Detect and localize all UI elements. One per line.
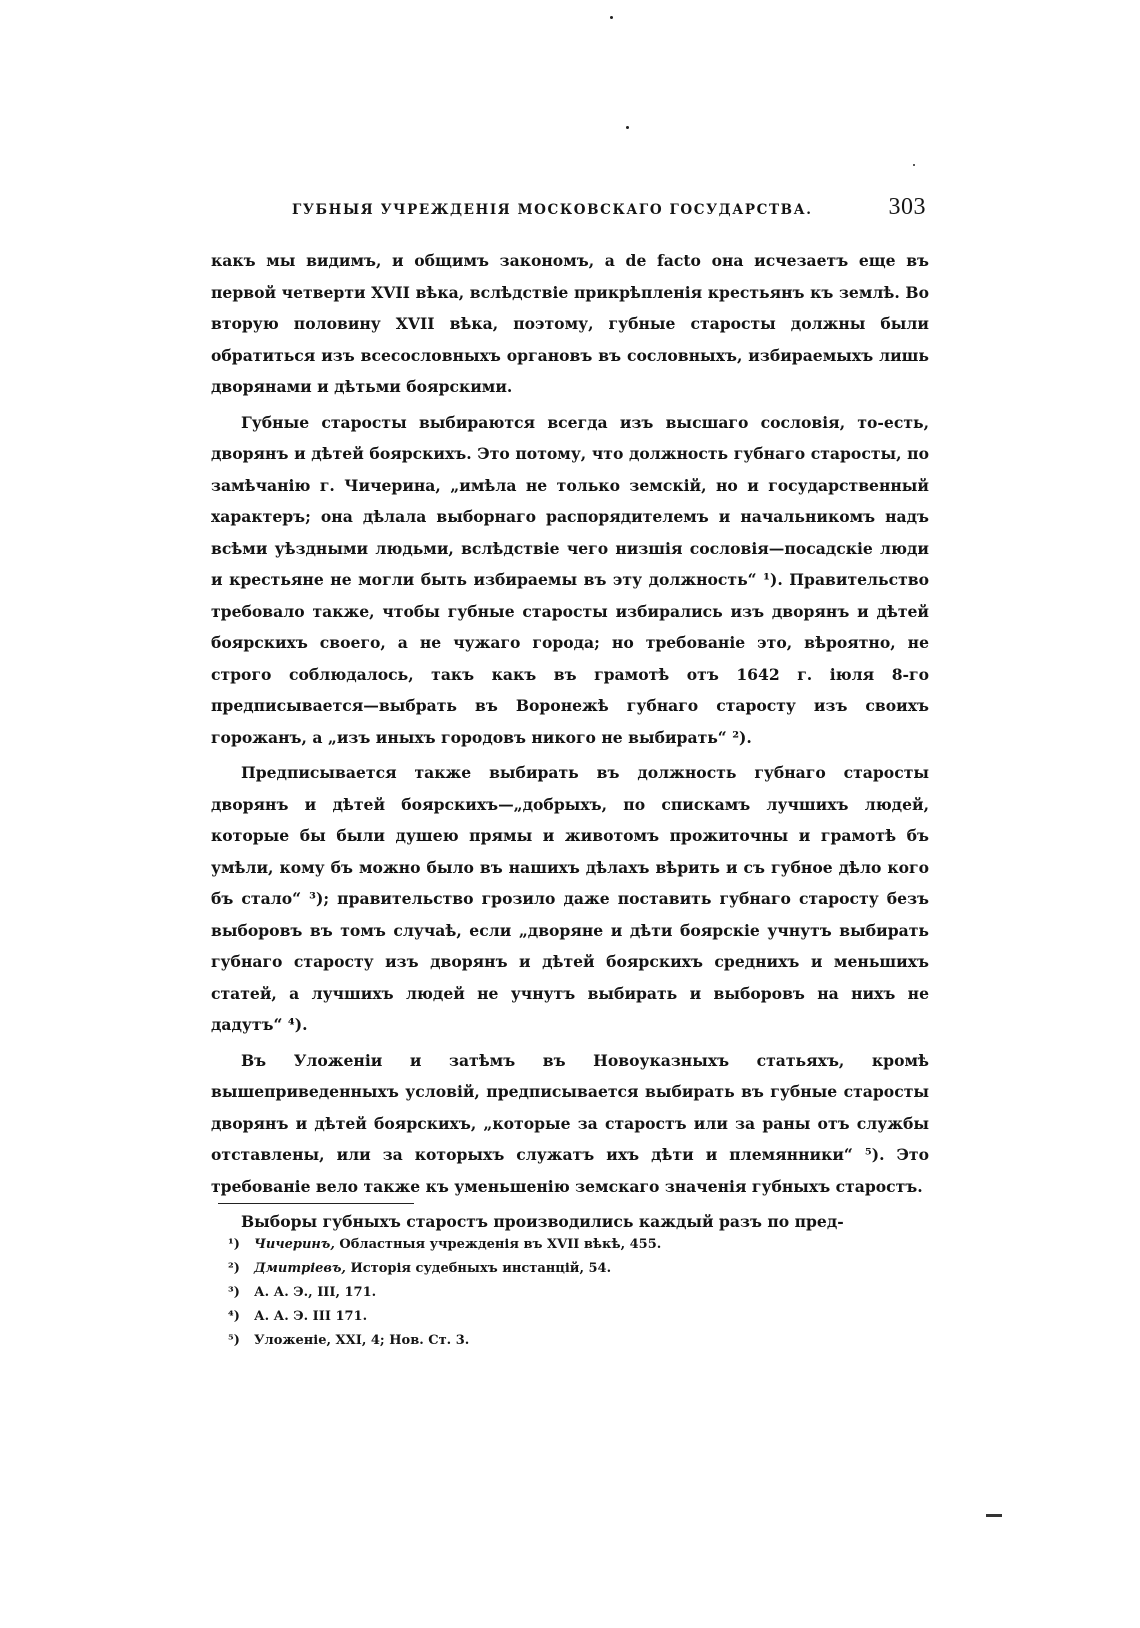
footnote: [228, 1329, 868, 1353]
footnote-author: Дмитріевъ,: [254, 1261, 346, 1276]
page-number: 303: [888, 194, 926, 220]
footnote: [228, 1281, 868, 1305]
footnote-text: А. А. Э. III 171.: [254, 1309, 368, 1324]
edge-mark: [986, 1514, 1002, 1517]
footnote-text: Областныя учрежденія въ XVII вѣкѣ, 455.: [334, 1237, 662, 1252]
body-text: [211, 245, 929, 1238]
footnote-mark: ³): [228, 1285, 240, 1300]
footnote: [228, 1257, 868, 1281]
footnote: [228, 1233, 868, 1257]
paragraph: Въ Уложеніи и затѣмъ въ Новоуказныхъ статьяхъ, кромѣ вышеприведенныхъ условій, предписывается выбирать въ губные старосты дворянъ и дѣтей боярскихъ, „которые за старостъ или за раны отъ службы отставлены, или за которыхъ служатъ ихъ дѣти и племянники“ ⁵). Это требованіе вело также къ уменьшенію земскаго значенія губныхъ старостъ.: [211, 1050, 929, 1196]
footnote-author: Чичеринъ,: [254, 1237, 335, 1252]
footnote: [228, 1305, 868, 1329]
footnote-mark: ¹): [228, 1237, 240, 1252]
paragraph: Губные старосты выбираются всегда изъ высшаго сословія, то-есть, дворянъ и дѣтей боярскихъ. Это потому, что должность губнаго старосты, по замѣчанію г. Чичерина, „имѣла не только земскій, но и государственный характеръ; она дѣлала выборнаго распорядителемъ и начальникомъ надъ всѣми уѣздными людьми, вслѣдствіе чего низшія сословія—посадскіе люди и крестьяне не могли быть избираемы въ эту должность“ ¹). Правительство требовало также, чтобы губные старосты избирались изъ дворянъ и дѣтей боярскихъ своего, а не чужаго города; но требованіе это, вѣроятно, не строго соблюдалось, такъ какъ въ грамотѣ отъ 1642 г. іюля 8-го предписывается—выбрать въ Воронежѣ губнаго старосту изъ своихъ горожанъ, а „изъ иныхъ городовъ никого не выбирать“ ²).: [211, 412, 929, 747]
footnotes: [228, 1233, 868, 1353]
footnote-mark: ²): [228, 1261, 240, 1276]
running-head: ГУБНЫЯ УЧРЕЖДЕНІЯ МОСКОВСКАГО ГОСУДАРСТВА.: [292, 202, 813, 218]
print-speck: [913, 164, 915, 166]
footnote-rule: [218, 1203, 414, 1204]
print-speck: [610, 16, 613, 19]
footnote-text: Исторія судебныхъ инстанцій, 54.: [345, 1261, 612, 1276]
paragraph: какъ мы видимъ, и общимъ закономъ, а de facto она исчезаетъ еще въ первой четверти XVII вѣка, вслѣдствіе прикрѣпленія крестьянъ къ землѣ. Во вторую половину XVII вѣка, поэтому, губные старосты должны были обратиться изъ всесословныхъ органовъ въ сословныхъ, избираемыхъ лишь дворянами и дѣтьми боярскими.: [211, 251, 929, 396]
footnote-mark: ⁴): [228, 1309, 240, 1324]
page-header: [292, 190, 926, 230]
footnote-text: Уложеніе, XXI, 4; Нов. Ст. 3.: [254, 1333, 470, 1348]
print-speck: [626, 126, 629, 129]
paragraph: Выборы губныхъ старостъ производились каждый разъ по пред-: [241, 1212, 844, 1231]
footnote-mark: ⁵): [228, 1333, 240, 1348]
paragraph: Предписывается также выбирать въ должность губнаго старосты дворянъ и дѣтей боярскихъ—„добрыхъ, по спискамъ лучшихъ людей, которые бы были душею прямы и животомъ прожиточны и грамотѣ бъ умѣли, кому бъ можно было въ нашихъ дѣлахъ вѣрить и съ губное дѣло кого бъ стало“ ³); правительство грозило даже поставить губнаго старосту безъ выборовъ въ томъ случаѣ, если „дворяне и дѣти боярскіе учнутъ выбирать губнаго старосту изъ дворянъ и дѣтей боярскихъ среднихъ и меньшихъ статей, а лучшихъ людей не учнутъ выбирать и выборовъ на нихъ не дадутъ“ ⁴).: [211, 763, 929, 1034]
footnote-text: А. А. Э., III, 171.: [254, 1285, 377, 1300]
